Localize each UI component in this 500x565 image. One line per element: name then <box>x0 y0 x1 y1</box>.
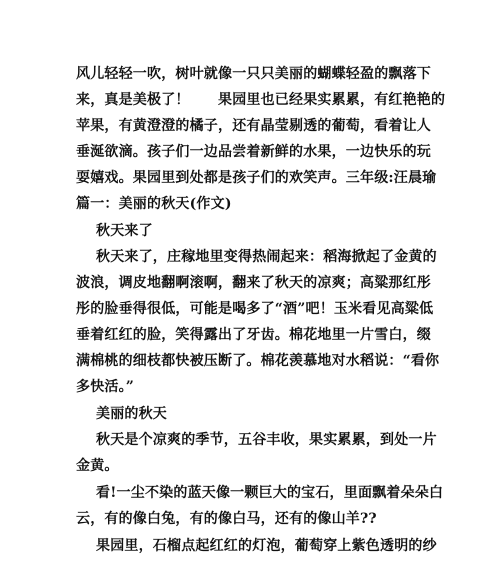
text-line: 秋天来了，庄稼地里变得热闹起来：稻海掀起了金黄的 <box>96 249 437 265</box>
text-line: 苹果，有黄澄澄的橘子，还有晶莹剔透的葡萄，看着让人 <box>76 118 431 134</box>
text-line: 耍嬉戏。果园里到处都是孩子们的欢笑声。三年级:汪晨瑜 <box>76 170 437 186</box>
section-heading: 篇一：美丽的秋天(作文) <box>76 196 232 212</box>
text-line: 彤的脸垂得很低，可能是喝多了“酒”吧！玉米看见高粱低 <box>76 301 434 317</box>
text-line: 满棉桃的细枝都快被压断了。棉花羡慕地对水稻说：“看你 <box>76 353 440 369</box>
text-line: 果园里，石榴点起红红的灯泡，葡萄穿上紫色透明的纱 <box>96 538 437 554</box>
essay-title: 秋天来了 <box>96 223 153 239</box>
text-line: 秋天是个凉爽的季节，五谷丰收，果实累累，到处一片 <box>96 432 437 448</box>
text-line: 风儿轻轻一吹，树叶就像一只只美丽的蝴蝶轻盈的飘落下 <box>76 66 431 82</box>
text-line: 多快活。” <box>76 379 135 395</box>
text-line: 云，有的像白兔，有的像白马，还有的像山羊?? <box>76 511 377 527</box>
text-line: 波浪，调皮地翻啊滚啊，翻来了秋天的凉爽；高粱那红彤 <box>76 275 431 291</box>
essay-title: 美丽的秋天 <box>96 406 167 422</box>
text-line: 来，真是美极了！ 果园里也已经果实累累，有红艳艳的 <box>76 92 446 108</box>
text-line: 金黄。 <box>76 458 119 474</box>
text-line: 垂涎欲滴。孩子们一边品尝着新鲜的水果，一边快乐的玩 <box>76 144 431 160</box>
text-line: 垂着红红的脸，笑得露出了牙齿。棉花地里一片雪白，缀 <box>76 327 431 343</box>
text-line: 看!一尘不染的蓝天像一颗巨大的宝石，里面飘着朵朵白 <box>96 485 444 501</box>
